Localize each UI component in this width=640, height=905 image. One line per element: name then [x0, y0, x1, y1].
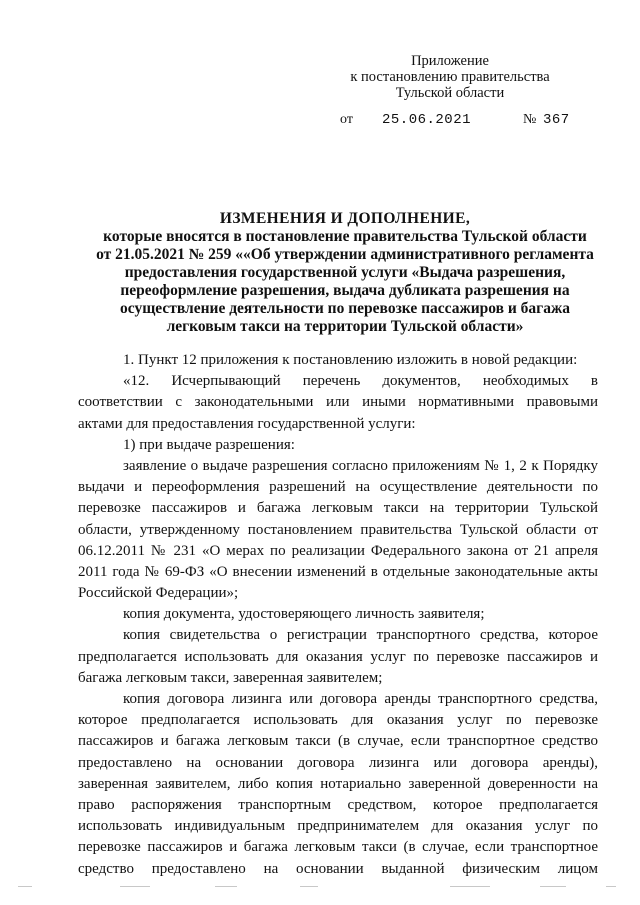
title-line: осуществление деятельности по перевозке пассажиров и багажа: [120, 300, 570, 317]
body-line: перевозке пассажиров и багажа легковым такси (в случае, если транспортное: [78, 839, 598, 856]
appendix-line-1: Приложение: [411, 53, 489, 69]
body-line: выдачи и переоформления разрешений на осуществление деятельности по: [78, 479, 598, 496]
body-line: копия свидетельства о регистрации транспортного средства, которое: [123, 627, 598, 644]
decree-dateline: [340, 112, 580, 130]
title-line: которые вносятся в постановление правительства Тульской области: [103, 228, 587, 245]
body-line: заверенная заявителем, либо копия нотариально заверенной доверенности на: [78, 775, 598, 792]
body-line: предоставлено на основании договора лизинга или договора аренды),: [78, 754, 598, 771]
body-line: 06.12.2011 № 231 «О мерах по реализации Федерального закона от 21 апреля: [78, 542, 598, 559]
scan-mark: [215, 886, 237, 887]
scan-mark: [606, 886, 616, 887]
body-line: предполагается использовать для оказания услуг по перевозке пассажиров и: [78, 648, 598, 665]
body-line: пассажиров и багажа легковым такси (в случае, если транспортное средство: [78, 733, 598, 750]
body-line: Российской Федерации»;: [78, 585, 239, 602]
appendix-line-2: к постановлению правительства: [350, 69, 550, 85]
scan-footer-marks: [0, 886, 640, 894]
scan-mark: [120, 886, 150, 887]
body-line: использовать индивидуальным предпринимателем для оказания услуг по: [78, 818, 598, 835]
body-line: которое предполагается использовать для оказания услуг по перевозке: [78, 712, 598, 729]
body-line: 1. Пункт 12 приложения к постановлению изложить в новой редакции:: [123, 352, 578, 368]
scan-mark: [18, 886, 32, 887]
body-line: перевозке пассажиров и багажа легковым такси на территории Тульской: [78, 500, 598, 517]
decree-date: 25.06.2021: [382, 112, 472, 128]
scan-mark: [540, 886, 566, 887]
body-line: заявление о выдаче разрешения согласно приложениям № 1, 2 к Порядку: [123, 457, 598, 474]
body-line: копия документа, удостоверяющего личность заявителя;: [123, 606, 485, 623]
decree-number: 367: [543, 112, 570, 128]
body-line: 1) при выдаче разрешения:: [123, 436, 295, 453]
body-line: «12. Исчерпывающий перечень документов, необходимых в: [123, 373, 598, 390]
title-line: легковым такси на территории Тульской области»: [166, 318, 524, 335]
body-line: копия договора лизинга или договора аренды транспортного средства,: [123, 691, 598, 707]
body-line: соответствии с законодательными или иными нормативными правовыми: [78, 394, 598, 411]
body-line: средство предоставлено на основании выданной физическим лицом: [78, 860, 598, 877]
appendix-header: [330, 53, 570, 101]
title-line: переоформление разрешения, выдача дубликата разрешения на: [120, 282, 570, 299]
document-title: [90, 210, 600, 336]
body-line: области, утвержденному постановлением правительства Тульской области от: [78, 521, 598, 538]
scan-mark: [450, 886, 490, 887]
document-body: [78, 350, 598, 880]
title-line: от 21.05.2021 № 259 ««Об утверждении административного регламента: [96, 246, 594, 263]
from-label: от: [340, 112, 353, 127]
title-line: предоставления государственной услуги «Выдача разрешения,: [124, 264, 566, 281]
body-line: актами для предоставления государственной услуги:: [78, 415, 416, 432]
appendix-line-3: Тульской области: [395, 85, 505, 101]
body-line: право распоряжения транспортным средством, которое предполагается: [78, 796, 598, 813]
title-main: ИЗМЕНЕНИЯ И ДОПОЛНЕНИЕ,: [219, 210, 471, 227]
body-line: 2011 года № 69-ФЗ «О внесении изменений в отдельные законодательные акты: [78, 563, 598, 580]
scan-mark: [300, 886, 318, 887]
body-line: багажа легковым такси, заверенная заявителем;: [78, 669, 383, 686]
number-label: №: [523, 112, 537, 127]
